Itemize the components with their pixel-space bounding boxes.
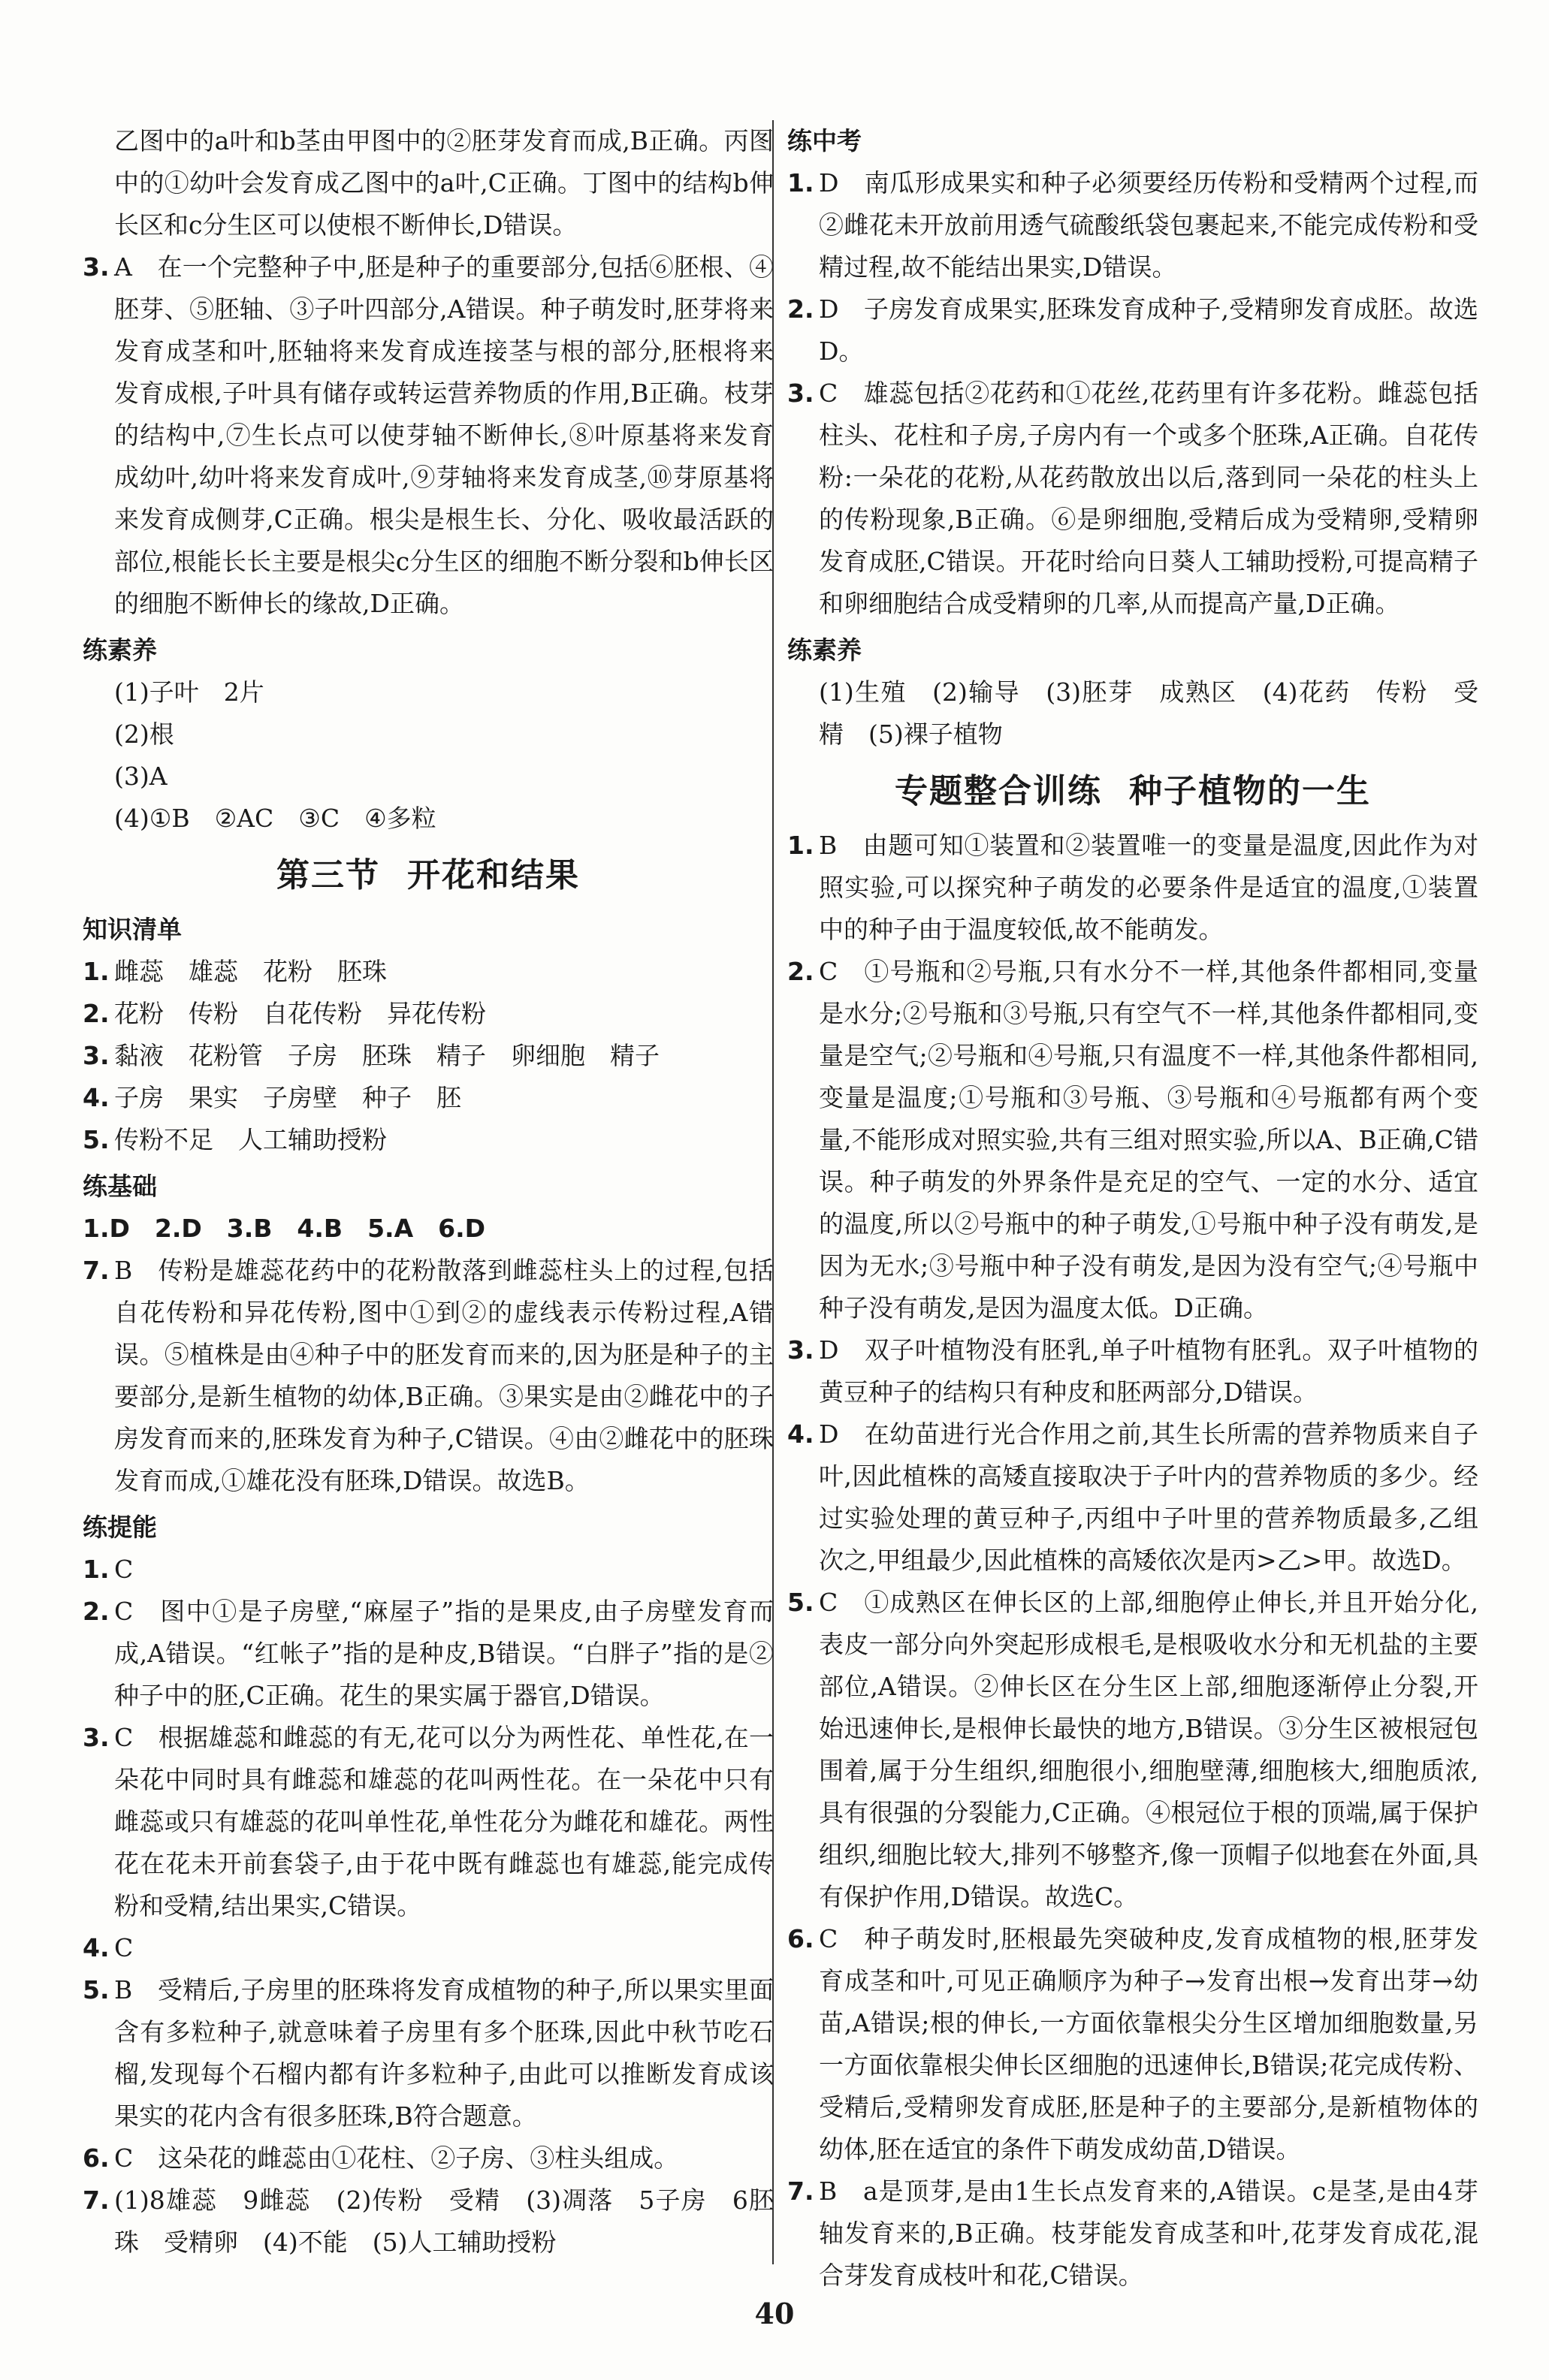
answer-key-line: 1.D 2.D 3.B 4.B 5.A 6.D — [83, 1214, 486, 1243]
item-text: A 在一个完整种子中,胚是种子的重要部分,包括⑥胚根、④胚芽、⑤胚轴、③子叶四部分,A错误。种子萌发时,胚芽将来发育成茎和叶,胚轴将来发育成连接茎与根的部分,胚根将来发育成根,子叶具有储存或转运营养物质的作用,B正确。枝芽的结构中,⑦生长点可以使芽轴不断伸长,⑧叶原基将来发育成幼叶,幼叶将来发育成叶,⑨芽轴将来发育成茎,⑩芽原基将来发育成侧芽,C正确。根尖是根生长、分化、吸收最活跃的部位,根能长长主要是根尖c分生区的细胞不断分裂和b伸长区的细胞不断伸长的缘故,D正确。 — [114, 252, 774, 618]
answer-item: 3. D 双子叶植物没有胚乳,单子叶植物有胚乳。双子叶植物的黄豆种子的结构只有种皮和胚两部分,D错误。 — [787, 1335, 1478, 1407]
section-label-lsy-right: 练素养 — [787, 635, 862, 665]
answer-item: 6. C 种子萌发时,胚根最先突破种皮,发育成植物的根,胚芽发育成茎和叶,可见正确顺序为种子→发育出根→发育出芽→幼苗,A错误;根的伸长,一方面依靠根尖分生区增加细胞数量,另一方面依靠根尖伸长区细胞的迅速伸长,B错误;花完成传粉、受精后,受精卵发育成胚,胚是种子的主要部分,是新植物体的幼体,胚在适宜的条件下萌发成幼苗,D错误。 — [787, 1924, 1478, 2164]
answer-line: (1)生殖 (2)输导 (3)胚芽 成熟区 (4)花药 传粉 受精 (5)裸子植物 — [819, 677, 1478, 749]
answer-item: 7. B 传粉是雄蕊花药中的花粉散落到雌蕊柱头上的过程,包括自花传粉和异花传粉,图中①到②的虚线表示传粉过程,A错误。⑤植株是由④种子中的胚发育而来的,因为胚是种子的主要部分,是新生植物的幼体,B正确。③果实是由②雌花中的子房发育而来的,胚珠发育为种子,C错误。④由②雌花中的胚珠发育而成,①雄花没有胚珠,D错误。故选B。 — [83, 1256, 774, 1495]
special-heading — [787, 763, 1478, 820]
special-heading-a: 专题整合训练 — [895, 772, 1102, 810]
right-column — [787, 120, 1478, 2297]
answer-item: 5. B 受精后,子房里的胚珠将发育成植物的种子,所以果实里面含有多粒种子,就意味着子房里有多个胚珠,因此中秋节吃石榴,发现每个石榴内都有许多粒种子,由此可以推断发育成该果实的花内含有很多胚珠,B符合题意。 — [83, 1975, 774, 2131]
answer-item: 2. C 图中①是子房壁,“麻屋子”指的是果皮,由子房壁发育而成,A错误。“红帐子”指的是种皮,B错误。“白胖子”指的是②种子中的胚,C正确。花生的果实属于器官,D错误。 — [83, 1597, 774, 1710]
page-number: 40 — [754, 2297, 795, 2330]
list-item: 4. 子房 果实 子房壁 种子 胚 — [83, 1083, 461, 1112]
section-label-ltn: 练提能 — [83, 1513, 157, 1542]
section-label-ljc: 练基础 — [83, 1172, 157, 1201]
list-item: 2. 花粉 传粉 自花传粉 异花传粉 — [83, 999, 486, 1028]
answer-item: 3. C 雄蕊包括②花药和①花丝,花药里有许多花粉。雌蕊包括柱头、花柱和子房,子房内有一个或多个胚珠,A正确。自花传粉:一朵花的花粉,从花药散放出以后,落到同一朵花的柱头上的传粉现象,B正确。⑥是卵细胞,受精后成为受精卵,受精卵发育成胚,C错误。开花时给向日葵人工辅助授粉,可提高精子和卵细胞结合成受精卵的几率,从而提高产量,D正确。 — [787, 379, 1478, 618]
answer-item: 4. D 在幼苗进行光合作用之前,其生长所需的营养物质来自子叶,因此植株的高矮直接取决于子叶内的营养物质的多少。经过实验处理的黄豆种子,丙组中子叶里的营养物质最多,乙组次之,甲组最少,因此植株的高矮依次是丙>乙>甲。故选D。 — [787, 1419, 1478, 1575]
answer-item: 6. C 这朵花的雌蕊由①花柱、②子房、③柱头组成。 — [83, 2143, 679, 2173]
section-label-zsqd: 知识清单 — [83, 915, 182, 944]
answer-item: 2. C ①号瓶和②号瓶,只有水分不一样,其他条件都相同,变量是水分;②号瓶和③号瓶,只有空气不一样,其他条件都相同,变量是空气;②号瓶和④号瓶,只有温度不一样,其他条件都相同,变量是温度;①号瓶和③号瓶、③号瓶和④号瓶都有两个变量,不能形成对照实验,共有三组对照实验,所以A、B正确,C错误。种子萌发的外界条件是充足的空气、一定的水分、适宜的温度,所以②号瓶中的种子萌发,①号瓶中种子没有萌发,是因为无水;③号瓶中种子没有萌发,是因为没有空气;④号瓶中种子没有萌发,是因为温度太低。D正确。 — [787, 957, 1478, 1323]
answer-line: (3)A — [114, 762, 168, 791]
answer-item: 7. B a是顶芽,是由1生长点发育来的,A错误。c是茎,是由4芽轴发育来的,B正确。枝芽能发育成茎和叶,花芽发育成花,混合芽发育成枝叶和花,C错误。 — [787, 2176, 1478, 2290]
answer-item: 2. D 子房发育成果实,胚珠发育成种子,受精卵发育成胚。故选D。 — [787, 294, 1478, 366]
item-number: 3. — [83, 252, 110, 282]
answer-line: (2)根 — [114, 719, 174, 749]
section-heading-number: 第三节 — [276, 856, 380, 894]
section-label-lzk: 练中考 — [787, 126, 862, 155]
section-label-lsy: 练素养 — [83, 635, 157, 665]
answer-item: 1. C — [83, 1555, 134, 1584]
list-item: 1. 雌蕊 雄蕊 花粉 胚珠 — [83, 957, 387, 986]
answer-item: 1. D 南瓜形成果实和种子必须要经历传粉和受精两个过程,而②雌花未开放前用透气硫酸纸袋包裹起来,不能完成传粉和受精过程,故不能结出果实,D错误。 — [787, 168, 1478, 282]
list-item: 5. 传粉不足 人工辅助授粉 — [83, 1125, 387, 1154]
answer-item: 4. C — [83, 1933, 134, 1962]
answer-line: (4)①B ②AC ③C ④多粒 — [114, 804, 436, 833]
answer-line: (1)子叶 2片 — [114, 677, 264, 707]
answer-item: 3. C 根据雄蕊和雌蕊的有无,花可以分为两性花、单性花,在一朵花中同时具有雌蕊和雄蕊的花叫两性花。在一朵花中只有雌蕊或只有雄蕊的花叫单性花,单性花分为雌花和雄花。两性花在花未开前套袋子,由于花中既有雌蕊也有雄蕊,能完成传粉和受精,结出果实,C错误。 — [83, 1723, 774, 1920]
continuation-text: 乙图中的a叶和b茎由甲图中的②胚芽发育而成,B正确。丙图中的①幼叶会发育成乙图中的a叶,C正确。丁图中的结构b伸长区和c分生区可以使根不断伸长,D错误。 — [114, 126, 774, 240]
answer-item: 5. C ①成熟区在伸长区的上部,细胞停止伸长,并且开始分化,表皮一部分向外突起形成根毛,是根吸收水分和无机盐的主要部位,A错误。②伸长区在分生区上部,细胞逐渐停止分裂,开始迅速伸长,是根伸长最快的地方,B错误。③分生区被根冠包围着,属于分生组织,细胞很小,细胞壁薄,细胞核大,细胞质浓,具有很强的分裂能力,C正确。④根冠位于根的顶端,属于保护组织,细胞比较大,排列不够整齐,像一顶帽子似地套在外面,具有保护作用,D错误。故选C。 — [787, 1588, 1478, 1911]
answer-item: 1. B 由题可知①装置和②装置唯一的变量是温度,因此作为对照实验,可以探究种子萌发的必要条件是适宜的温度,①装置中的种子由于温度较低,故不能萌发。 — [787, 831, 1478, 944]
section-heading-title: 开花和结果 — [407, 856, 580, 894]
list-item: 3. 黏液 花粉管 子房 胚珠 精子 卵细胞 精子 — [83, 1041, 660, 1070]
section-heading — [83, 847, 774, 904]
left-column — [83, 120, 774, 2264]
answer-item: 7. (1)8雄蕊 9雌蕊 (2)传粉 受精 (3)凋落 5子房 6胚珠 受精卵 (4)不能 (5)人工辅助授粉 — [83, 2185, 774, 2257]
answer-item — [83, 246, 774, 625]
special-heading-b: 种子植物的一生 — [1129, 772, 1371, 810]
